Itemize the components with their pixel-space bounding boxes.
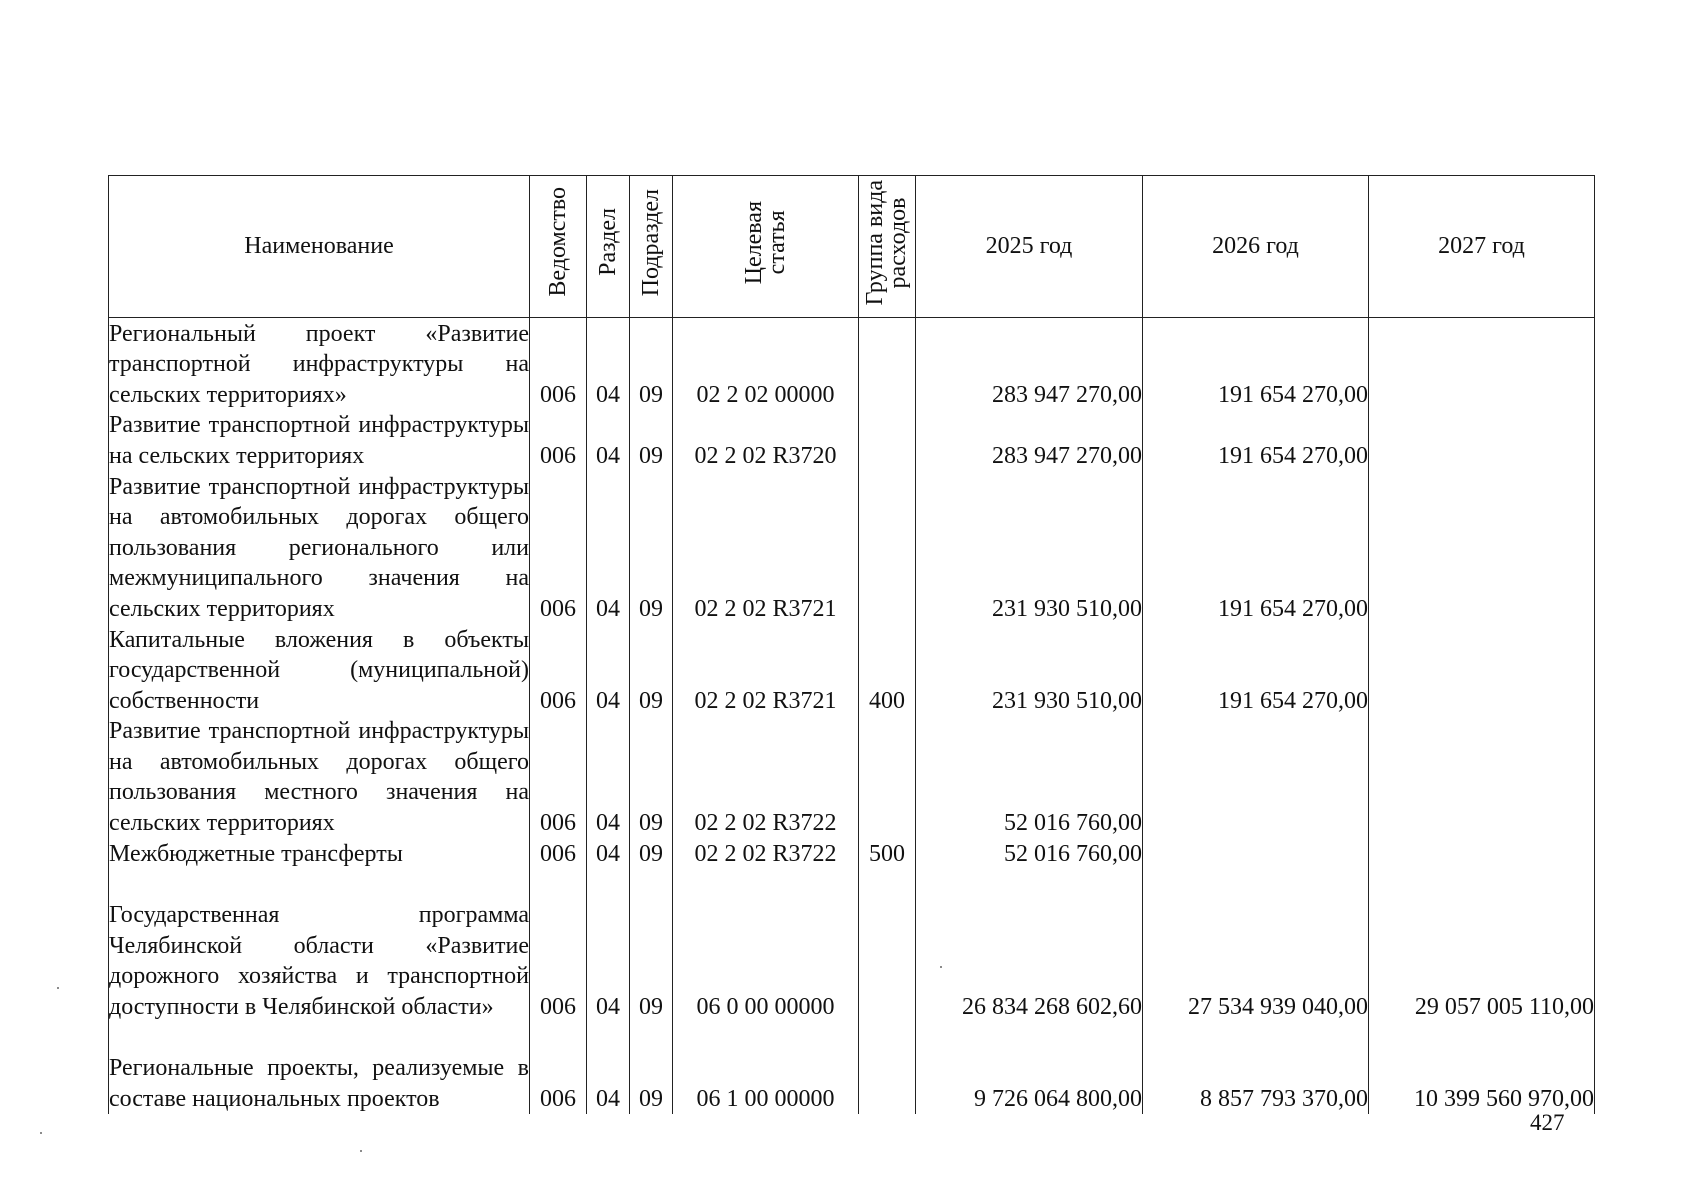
header-year-2027: 2027 год: [1369, 176, 1595, 318]
cell-department: 006: [530, 410, 587, 471]
cell-year-2027: [1369, 716, 1595, 838]
cell-year-2027: [1369, 838, 1595, 869]
cell-year-2027: [1369, 410, 1595, 471]
budget-table: [108, 175, 1595, 1114]
cell-name: Капитальные вложения в объекты государственной (муниципальной) собственности: [109, 624, 530, 716]
cell-year-2025: 231 930 510,00: [916, 471, 1143, 624]
cell-subsection: 09: [630, 838, 673, 869]
cell-year-2025: 52 016 760,00: [916, 838, 1143, 869]
cell-name: Региональный проект «Развитие транспортной инфраструктуры на сельских территориях»: [109, 318, 530, 411]
cell-year-2026: 191 654 270,00: [1143, 624, 1369, 716]
cell-year-2027: [1369, 318, 1595, 411]
cell-expense-group: [859, 410, 916, 471]
cell-name: Государственная программа Челябинской области «Развитие дорожного хозяйства и транспортной доступности в Челябинской области»: [109, 869, 530, 1022]
scan-speck: [40, 1132, 42, 1134]
cell-expense-group: 400: [859, 624, 916, 716]
cell-subsection: 09: [630, 410, 673, 471]
cell-year-2026: [1143, 716, 1369, 838]
cell-section: 04: [587, 1022, 630, 1114]
header-year-2025: 2025 год: [916, 176, 1143, 318]
cell-year-2025: 9 726 064 800,00: [916, 1022, 1143, 1114]
cell-expense-group: [859, 318, 916, 411]
cell-target-article: 02 2 02 R3722: [673, 838, 859, 869]
cell-department: 006: [530, 716, 587, 838]
scan-speck: [57, 987, 59, 989]
cell-year-2027: [1369, 471, 1595, 624]
header-department: Ведомство: [530, 176, 587, 318]
cell-target-article: 02 2 02 R3721: [673, 471, 859, 624]
cell-department: 006: [530, 624, 587, 716]
page-number: 427: [1530, 1110, 1565, 1135]
header-name: Наименование: [109, 176, 530, 318]
cell-name: Развитие транспортной инфраструктуры на автомобильных дорогах общего пользования местного значения на сельских территориях: [109, 716, 530, 838]
cell-name: Межбюджетные трансферты: [109, 838, 530, 869]
cell-subsection: 09: [630, 471, 673, 624]
cell-target-article: 02 2 02 R3720: [673, 410, 859, 471]
cell-target-article: 02 2 02 R3721: [673, 624, 859, 716]
table-row: [109, 838, 1595, 869]
header-target-article: Целевая статья: [673, 176, 859, 318]
cell-year-2025: 52 016 760,00: [916, 716, 1143, 838]
cell-year-2027: 29 057 005 110,00: [1369, 869, 1595, 1022]
cell-target-article: 06 0 00 00000: [673, 869, 859, 1022]
cell-year-2025: 26 834 268 602,60: [916, 869, 1143, 1022]
scan-speck: [360, 1150, 362, 1152]
cell-target-article: 06 1 00 00000: [673, 1022, 859, 1114]
cell-section: 04: [587, 410, 630, 471]
table-header-row: [109, 176, 1595, 318]
cell-section: 04: [587, 471, 630, 624]
cell-target-article: 02 2 02 00000: [673, 318, 859, 411]
table-row: [109, 318, 1595, 411]
cell-subsection: 09: [630, 624, 673, 716]
cell-year-2026: 27 534 939 040,00: [1143, 869, 1369, 1022]
table-row: [109, 410, 1595, 471]
cell-department: 006: [530, 318, 587, 411]
cell-year-2026: 191 654 270,00: [1143, 318, 1369, 411]
cell-name: Развитие транспортной инфраструктуры на автомобильных дорогах общего пользования регионального или межмуниципального значения на сельских территориях: [109, 471, 530, 624]
cell-department: 006: [530, 838, 587, 869]
cell-name: Региональные проекты, реализуемые в составе национальных проектов: [109, 1022, 530, 1114]
cell-subsection: 09: [630, 1022, 673, 1114]
cell-year-2025: 283 947 270,00: [916, 318, 1143, 411]
header-section: Раздел: [587, 176, 630, 318]
cell-expense-group: [859, 869, 916, 1022]
cell-subsection: 09: [630, 716, 673, 838]
header-subsection: Подраздел: [630, 176, 673, 318]
header-expense-group: Группа вида расходов: [859, 176, 916, 318]
table-row: [109, 869, 1595, 1022]
table-row: [109, 1022, 1595, 1114]
cell-section: 04: [587, 869, 630, 1022]
table-body: [109, 318, 1595, 1115]
header-year-2026: 2026 год: [1143, 176, 1369, 318]
cell-section: 04: [587, 318, 630, 411]
cell-department: 006: [530, 471, 587, 624]
cell-section: 04: [587, 838, 630, 869]
cell-year-2027: 10 399 560 970,00: [1369, 1022, 1595, 1114]
table-row: [109, 716, 1595, 838]
cell-department: 006: [530, 869, 587, 1022]
cell-subsection: 09: [630, 318, 673, 411]
cell-expense-group: [859, 1022, 916, 1114]
cell-expense-group: 500: [859, 838, 916, 869]
cell-target-article: 02 2 02 R3722: [673, 716, 859, 838]
cell-department: 006: [530, 1022, 587, 1114]
cell-year-2026: 8 857 793 370,00: [1143, 1022, 1369, 1114]
cell-year-2026: [1143, 838, 1369, 869]
cell-section: 04: [587, 624, 630, 716]
cell-year-2026: 191 654 270,00: [1143, 471, 1369, 624]
cell-year-2027: [1369, 624, 1595, 716]
scan-speck: [940, 966, 942, 968]
cell-year-2025: 231 930 510,00: [916, 624, 1143, 716]
cell-section: 04: [587, 716, 630, 838]
cell-expense-group: [859, 471, 916, 624]
cell-year-2025: 283 947 270,00: [916, 410, 1143, 471]
cell-expense-group: [859, 716, 916, 838]
cell-name: Развитие транспортной инфраструктуры на сельских территориях: [109, 410, 530, 471]
table-row: [109, 471, 1595, 624]
table-row: [109, 624, 1595, 716]
cell-subsection: 09: [630, 869, 673, 1022]
cell-year-2026: 191 654 270,00: [1143, 410, 1369, 471]
